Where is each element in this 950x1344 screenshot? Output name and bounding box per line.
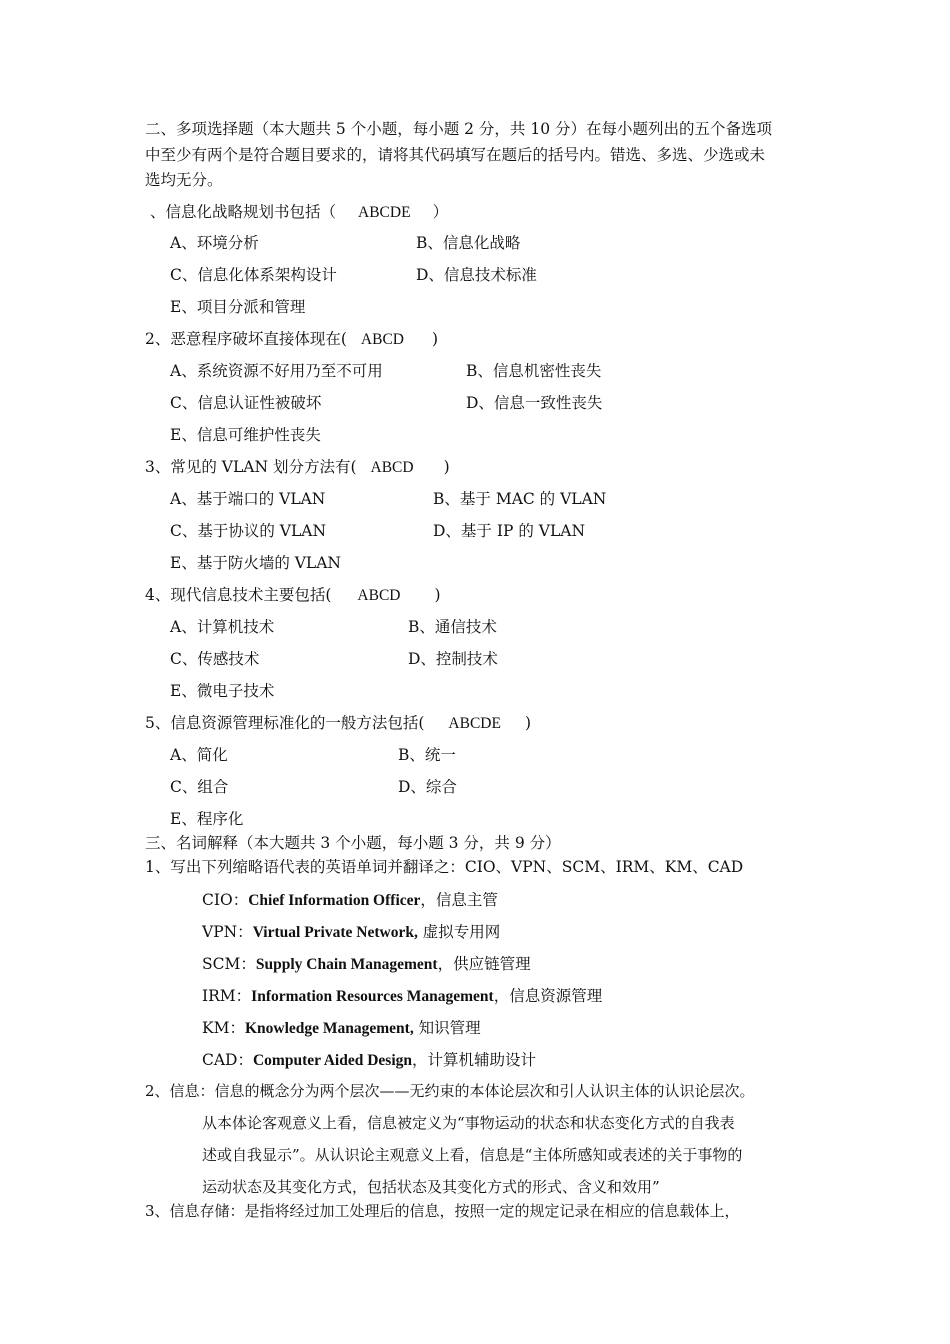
term-abbr: VPN：	[202, 923, 253, 941]
q2-option-b: B、信息机密性丧失	[466, 362, 602, 380]
term-english: Supply Chain Management	[255, 956, 438, 973]
section3-q2-line3: 述或自我显示”。从认识论主观意义上看，信息是“主体所感知或表述的关于事物的	[202, 1146, 743, 1164]
q2-option-c: C、信息认证性被破坏	[170, 394, 322, 412]
question-1-close: ）	[432, 203, 449, 221]
question-5-answer: ABCDE	[448, 715, 501, 732]
term-scm	[202, 954, 531, 975]
q1-option-a: A、环境分析	[170, 234, 259, 252]
term-km	[202, 1018, 481, 1039]
term-english: Information Resources Management	[251, 988, 494, 1005]
q3-option-a: A、基于端口的 VLAN	[170, 490, 326, 508]
term-abbr: CIO：	[202, 891, 249, 909]
section3-q1: 1、写出下列缩略语代表的英语单词并翻译之：CIO、VPN、SCM、IRM、KM、CAD	[145, 858, 744, 876]
q4-option-d: D、控制技术	[408, 650, 498, 668]
term-chinese: 知识管理	[418, 1019, 481, 1037]
question-3-close: )	[443, 458, 450, 476]
q3-option-e: E、基于防火墙的 VLAN	[170, 554, 341, 572]
term-separator: ，	[493, 987, 510, 1005]
question-4	[145, 585, 441, 606]
q5-option-e: E、程序化	[170, 810, 244, 828]
section2-header-line2: 中至少有两个是符合题目要求的，请将其代码填写在题后的括号内。错选、多选、少选或未	[145, 146, 766, 164]
q1-option-e: E、项目分派和管理	[170, 298, 306, 316]
section3-header: 三、名词解释（本大题共 3 个小题，每小题 3 分，共 9 分）	[145, 834, 561, 852]
q2-option-e: E、信息可维护性丧失	[170, 426, 321, 444]
term-english: Virtual Private Network,	[252, 924, 418, 941]
question-4-stem: 4、现代信息技术主要包括(	[145, 586, 332, 604]
question-5-stem: 5、信息资源管理标准化的一般方法包括(	[145, 714, 425, 732]
question-2-close: )	[432, 330, 439, 348]
q1-option-d: D、信息技术标准	[416, 266, 537, 284]
question-1	[150, 202, 448, 223]
q5-option-c: C、组合	[170, 778, 229, 796]
section3-q2-line1: 2、信息：信息的概念分为两个层次——无约束的本体论层次和引人认识主体的认识论层次。	[145, 1082, 755, 1100]
question-4-answer: ABCD	[357, 587, 401, 604]
term-chinese: 信息主管	[435, 891, 498, 909]
term-cio	[202, 890, 498, 911]
term-english: Computer Aided Design	[252, 1052, 413, 1069]
term-abbr: SCM：	[202, 955, 256, 973]
q3-option-d: D、基于 IP 的 VLAN	[433, 522, 586, 540]
question-4-close: )	[434, 586, 441, 604]
term-abbr: CAD：	[202, 1051, 253, 1069]
q1-option-c: C、信息化体系架构设计	[170, 266, 337, 284]
term-vpn	[202, 922, 500, 943]
term-cad	[202, 1050, 536, 1071]
question-1-answer: ABCDE	[358, 204, 411, 221]
q5-option-a: A、简化	[170, 746, 228, 764]
q5-option-d: D、综合	[398, 778, 457, 796]
section3-q2-line2: 从本体论客观意义上看，信息被定义为“事物运动的状态和状态变化方式的自我表	[202, 1114, 735, 1132]
question-2	[145, 329, 438, 350]
term-irm	[202, 986, 602, 1007]
q2-option-a: A、系统资源不好用乃至不可用	[170, 362, 383, 380]
term-chinese: 虚拟专用网	[422, 923, 501, 941]
q1-option-b: B、信息化战略	[416, 234, 521, 252]
term-english: Chief Information Officer	[248, 892, 421, 909]
term-chinese: 供应链管理	[453, 955, 531, 973]
q5-option-b: B、统一	[398, 746, 456, 764]
q3-option-c: C、基于协议的 VLAN	[170, 522, 327, 540]
question-3-answer: ABCD	[370, 459, 414, 476]
q4-option-e: E、微电子技术	[170, 682, 275, 700]
q4-option-a: A、计算机技术	[170, 618, 275, 636]
q2-option-d: D、信息一致性丧失	[466, 394, 603, 412]
term-separator: ，	[437, 955, 454, 973]
term-separator: ，	[420, 891, 436, 909]
q4-option-b: B、通信技术	[408, 618, 497, 636]
question-5	[145, 713, 531, 734]
question-3	[145, 457, 450, 478]
section2-header-line1: 二、多项选择题（本大题共 5 个小题，每小题 2 分，共 10 分）在每小题列出的五个备选项	[145, 120, 773, 138]
section2-header-line3: 选均无分。	[145, 171, 223, 189]
section3-q2-line4: 运动状态及其变化方式，包括状态及其变化方式的形式、含义和效用”	[202, 1178, 660, 1196]
term-separator: ，	[412, 1051, 428, 1069]
term-abbr: KM：	[202, 1019, 245, 1037]
question-2-answer: ABCD	[360, 331, 404, 348]
term-chinese: 信息资源管理	[509, 987, 603, 1005]
section3-q3: 3、信息存储：是指将经过加工处理后的信息，按照一定的规定记录在相应的信息载体上，	[145, 1202, 740, 1220]
term-english: Knowledge Management,	[244, 1020, 414, 1037]
term-chinese: 计算机辅助设计	[427, 1051, 537, 1069]
question-2-stem: 2、恶意程序破坏直接体现在(	[145, 330, 347, 348]
q3-option-b: B、基于 MAC 的 VLAN	[433, 490, 607, 508]
q4-option-c: C、传感技术	[170, 650, 260, 668]
question-3-stem: 3、常见的 VLAN 划分方法有(	[145, 458, 357, 476]
question-5-close: )	[524, 714, 532, 732]
question-1-stem: 、信息化战略规划书包括（	[150, 203, 337, 221]
term-abbr: IRM：	[202, 987, 252, 1005]
